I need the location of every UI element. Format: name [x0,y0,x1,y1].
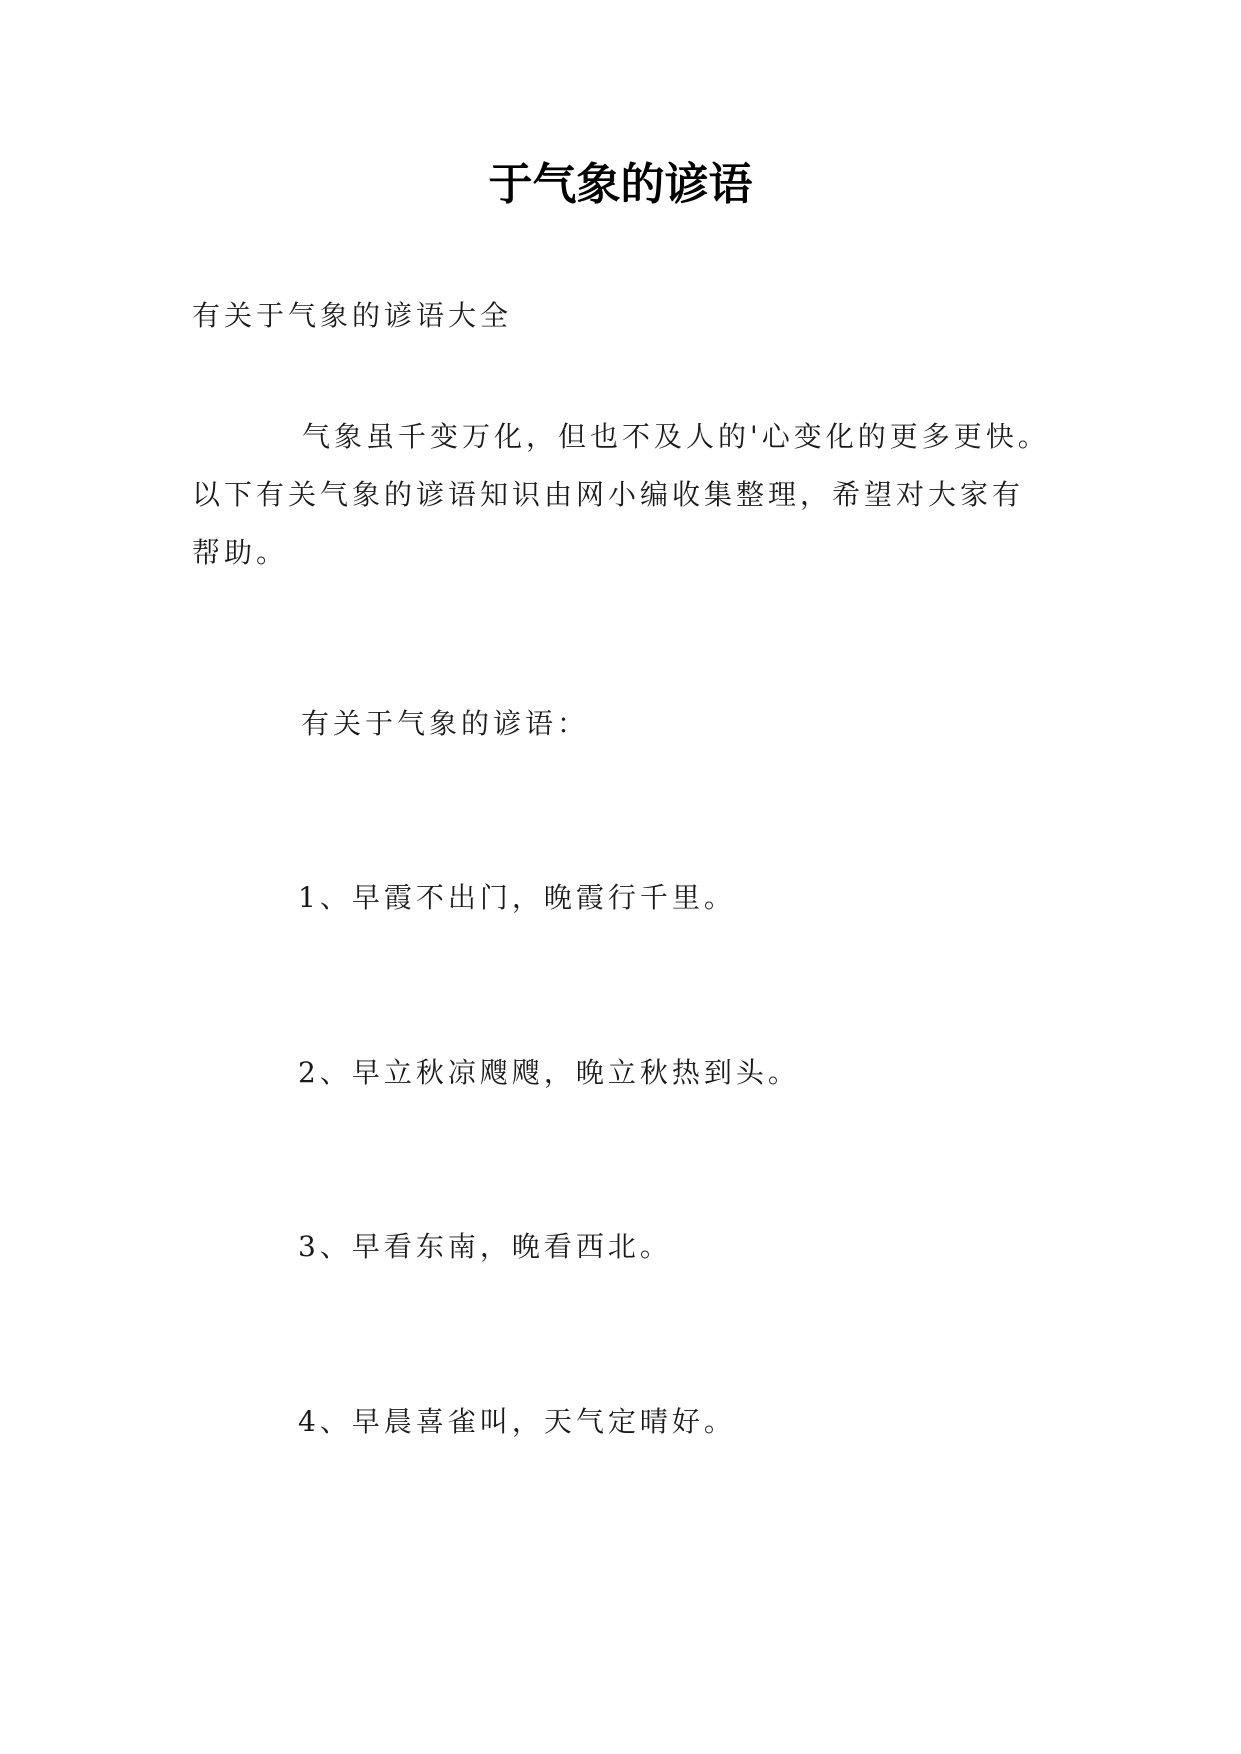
list-item: 2、早立秋凉飕飕，晚立秋热到头。 [298,1056,800,1089]
intro-paragraph [192,408,1092,582]
intro-line: 气象虽千变万化，但也不及人的'心变化的更多更快。 [302,420,1050,453]
document-subtitle: 有关于气象的谚语大全 [192,299,513,332]
list-item: 3、早看东南，晚看西北。 [298,1230,672,1263]
list-item: 4、早晨喜雀叫，天气定晴好。 [298,1405,736,1438]
list-item: 1、早霞不出门，晚霞行千里。 [298,881,736,914]
intro-line: 以下有关气象的谚语知识由网小编收集整理，希望对大家有 [192,478,1025,511]
list-heading: 有关于气象的谚语： [301,707,590,740]
intro-line: 帮助。 [192,536,289,569]
document-title: 于气象的谚语 [488,159,753,210]
